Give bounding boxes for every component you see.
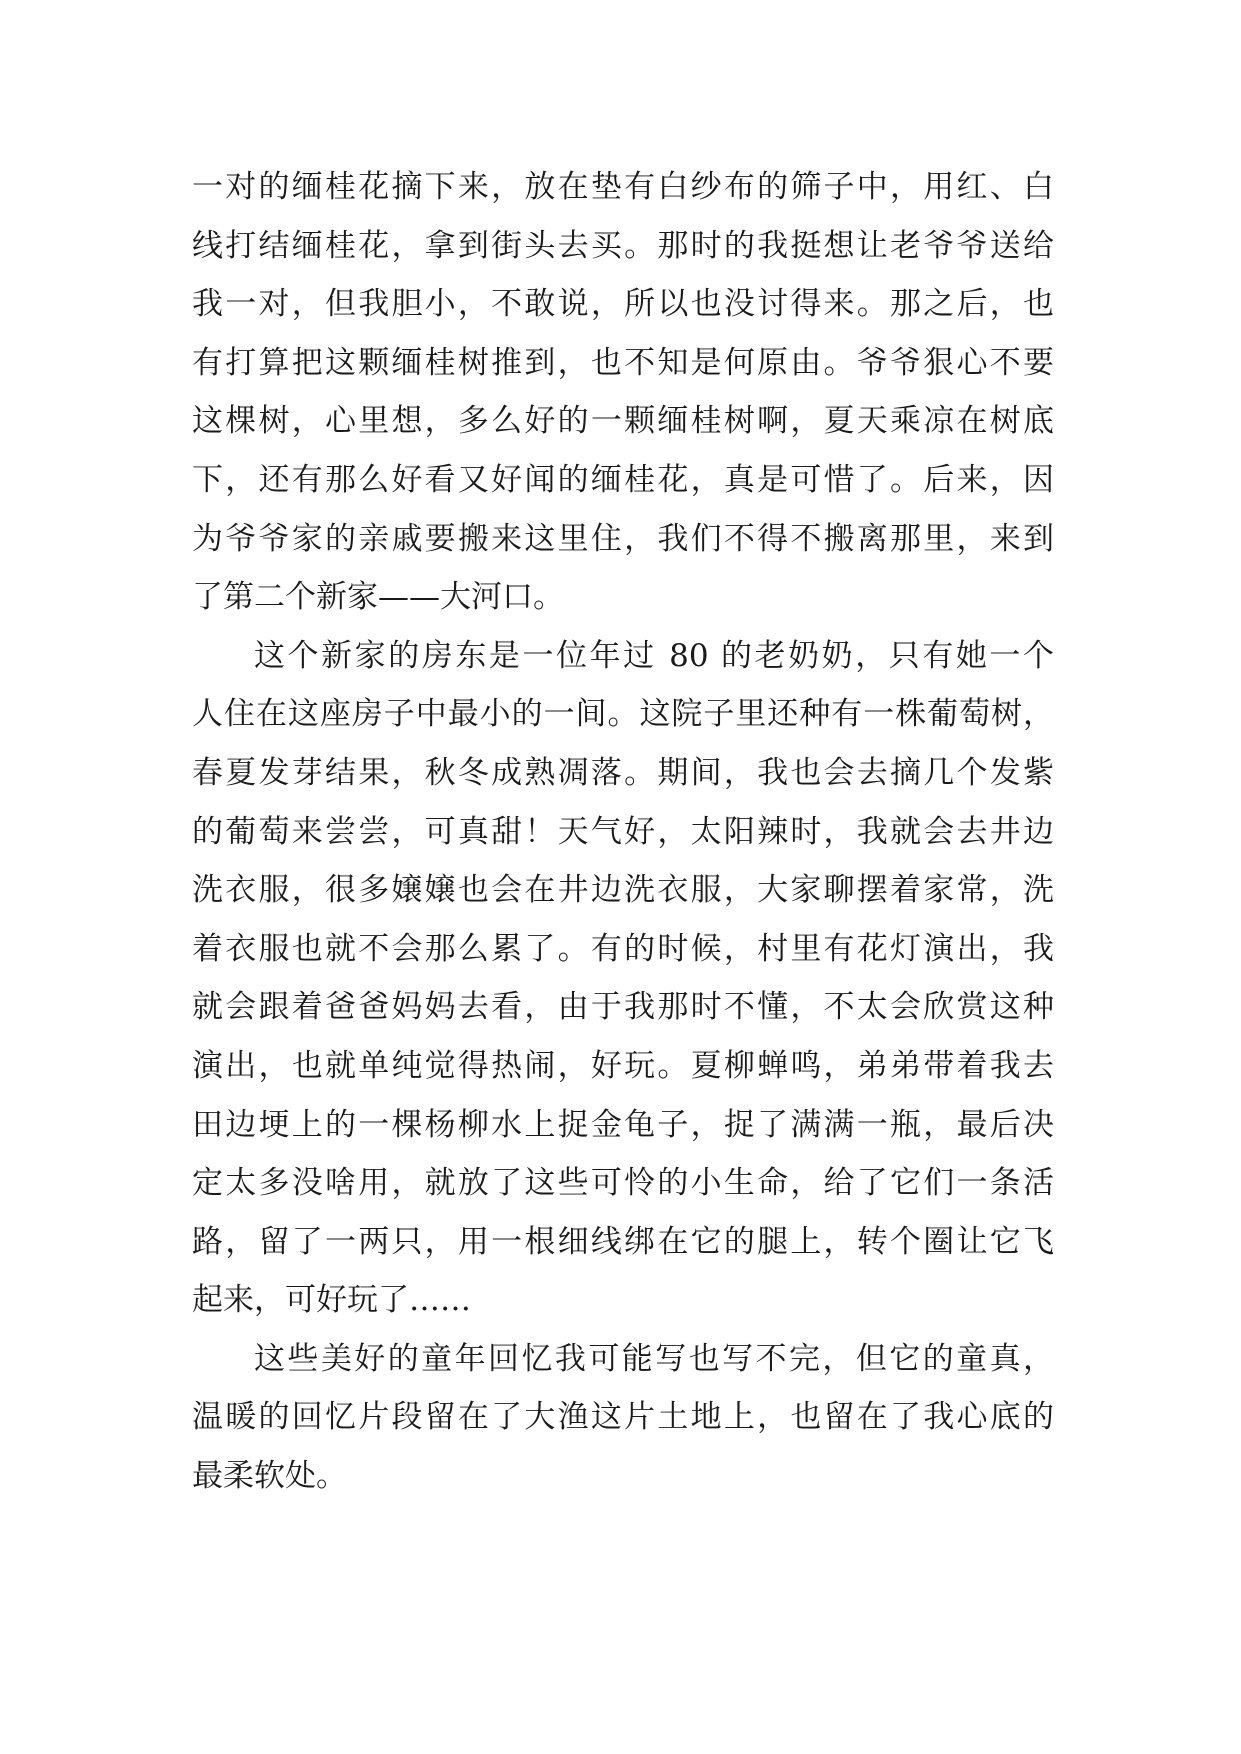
- paragraph-1-line-1: 一对的缅桂花摘下来，放在垫有白纱布的筛子中，用红、白: [192, 169, 1054, 205]
- paragraph-2-line-12: 起来，可好玩了……: [192, 1282, 471, 1319]
- paragraph-1-line-2: 线打结缅桂花，拿到街头去买。那时的我挺想让老爷爷送给: [192, 227, 1054, 264]
- paragraph-2-line-5: 洗衣服，很多嬢嬢也会在井边洗衣服，大家聊摆着家常，洗: [192, 872, 1054, 909]
- paragraph-1-line-4: 有打算把这颗缅桂树推到，也不知是何原由。爷爷狠心不要: [192, 344, 1054, 381]
- paragraph-2-line-6: 着衣服也就不会那么累了。有的时候，村里有花灯演出，我: [192, 930, 1054, 967]
- paragraph-2-line-9: 田边埂上的一棵杨柳水上捉金龟子，捉了满满一瓶，最后决: [192, 1106, 1054, 1143]
- paragraph-1-line-8: 了第二个新家——大河口。: [192, 579, 564, 616]
- paragraph-3-line-2: 温暖的回忆片段留在了大渔这片土地上，也留在了我心底的: [192, 1399, 1054, 1436]
- paragraph-2-line-7: 就会跟着爸爸妈妈去看，由于我那时不懂，不太会欣赏这种: [192, 989, 1054, 1026]
- paragraph-2-line-10: 定太多没啥用，就放了这些可怜的小生命，给了它们一条活: [192, 1165, 1054, 1202]
- paragraph-2-line-11: 路，留了一两只，用一根细线绑在它的腿上，转个圈让它飞: [192, 1223, 1054, 1260]
- paragraph-1-line-5: 这棵树，心里想，多么好的一颗缅桂树啊，夏天乘凉在树底: [192, 403, 1054, 440]
- paragraph-2-line-8: 演出，也就单纯觉得热闹，好玩。夏柳蝉鸣，弟弟带着我去: [192, 1047, 1054, 1084]
- paragraph-3-line-3: 最柔软处。: [192, 1458, 347, 1495]
- paragraph-1-line-7: 为爷爷家的亲戚要搬来这里住，我们不得不搬离那里，来到: [192, 520, 1054, 557]
- paragraph-2-line-1: 这个新家的房东是一位年过 80 的老奶奶，只有她一个: [254, 637, 1054, 674]
- paragraph-2-line-3: 春夏发芽结果，秋冬成熟凋落。期间，我也会去摘几个发紫: [192, 754, 1054, 791]
- paragraph-1-line-6: 下，还有那么好看又好闻的缅桂花，真是可惜了。后来，因: [192, 461, 1054, 498]
- paragraph-2-line-2: 人住在这座房子中最小的一间。这院子里还种有一株葡萄树，: [192, 696, 1054, 733]
- paragraph-3-line-1: 这些美好的童年回忆我可能写也写不完，但它的童真，: [254, 1340, 1054, 1377]
- paragraph-1-line-3: 我一对，但我胆小，不敢说，所以也没讨得来。那之后，也: [192, 286, 1054, 323]
- body-text: [192, 158, 1054, 1506]
- paragraph-2-line-4: 的葡萄来尝尝，可真甜！天气好，太阳辣时，我就会去井边: [192, 813, 1054, 850]
